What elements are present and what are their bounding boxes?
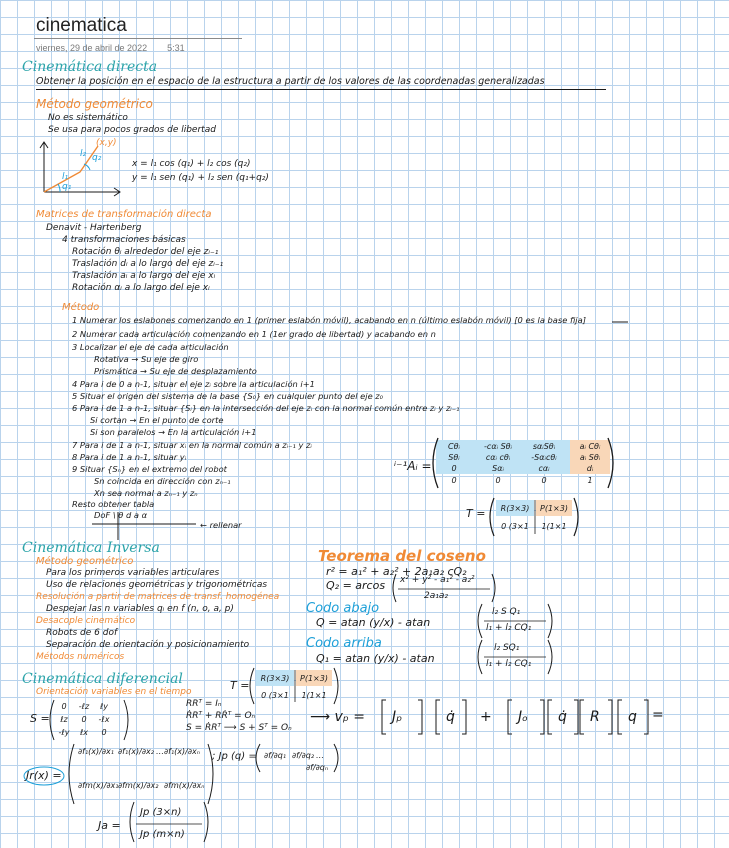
heading-teorema-coseno: Teorema del coseno [318,547,486,565]
prop-1: RRᵀ = Iₙ [186,699,222,709]
metodo-step-rest: Resto obtener tabla [72,499,155,509]
inversa-geo-line-1: Para los primeros variables articulares [46,568,220,578]
vp-term-r: R [590,709,600,725]
matrix-a-cell: 0 [541,476,547,485]
heading-cinematica-inversa: Cinemática Inversa [22,540,160,556]
matrices-item-4: Rotación αᵢ a lo largo del eje xᵢ [72,283,210,293]
s-cell: 0 [61,702,67,711]
jr-cell: ∂f₁(x)/∂x₂ [118,747,154,756]
inversa-res-heading: Resolución a partir de matrices de transf. homogénea [36,592,280,602]
metodo-step-3a: Rotativa → Su eje de giro [94,354,199,364]
heading-metodo: Método [62,302,100,313]
prop-2: ṘRᵀ + RṘᵀ = Oₙ [186,711,256,721]
matrix-a-label: ⁱ⁻¹Aᵢ = [394,459,432,473]
matrix-a-cell: Sαᵢ [492,464,504,473]
s-cell: ℓy [99,702,109,711]
vp-term-jp: Jₚ [392,709,403,725]
matrices-author: Denavit - Hartenberg [46,223,142,233]
diferencial-subheading: Orientación variables en el tiempo [36,687,192,697]
arm-point-label: (x,y) [96,138,117,148]
coseno-eq-1: r² = a₁² + a₂² + 2a₁a₂ cQ₂ [326,565,467,578]
codo-abajo-eq: Q = atan (y/x) - atan [316,616,431,629]
dif-t-cell: 1(1×1 [301,691,327,700]
jr-cell: ∂fm(x)/∂x₁ [78,781,119,790]
codo-arriba-eq: Q₁ = atan (y/x) - atan [316,652,435,665]
dh-table-header: DoF \ θ d a α [94,510,148,520]
matrices-item-2: Traslación dᵢ a lo largo del eje zᵢ₋₁ [72,259,224,269]
dif-t-cell: R(3×3) [260,674,290,683]
geo-line-1: No es sistemático [48,113,128,123]
jr-cell: … [156,747,164,756]
directa-definition: Obtener la posición en el espacio de la estructura a partir de los valores de las coordenadas generalizadas [36,76,545,87]
matrix-a-cell: cαᵢ cθᵢ [485,453,511,462]
matrix-a-cell: aᵢ Cθᵢ [579,442,601,451]
inversa-geo-heading: Método geométrico [36,556,134,567]
s-cell: ℓz [60,715,68,724]
inversa-desc-line-2: Separación de orientación y posicionamiento [46,640,250,650]
ja-row-1: Jp (3×n) [140,807,182,818]
matrix-a-cell: Cθᵢ [448,442,460,451]
heading-codo-abajo: Codo abajo [306,601,380,616]
dif-t-label: T = [230,679,250,692]
metodo-step-5: 5 Situar el origen del sistema de la base {S₀} en cualquier punto del eje z₀ [72,391,383,401]
inversa-desc-line-1: Robots de 6 dof [46,628,118,638]
s-label: S = [30,712,50,725]
jp-cell: ∂f/∂q₂ [292,751,315,760]
dif-t-cell: 0 (3×1 [261,691,289,700]
vp-label: ⟶ vₚ = [310,709,365,725]
vp-term-eq: = [652,707,664,723]
s-cell: 0 [101,728,107,737]
geo-eq-x: x = l₁ cos (q₁) + l₂ cos (q₂) [132,159,251,169]
coseno-eq-2-num: x² + y² - a₁² - a₂² [400,575,475,585]
metodo-step-1: 1 Numerar los eslabones comenzando en 1 (primer eslabón móvil), acabando en n (último eslabón móvil) [0 es la base fija] [72,315,586,325]
s-cell: -ℓy [58,728,70,737]
s-cell: 0 [81,715,87,724]
matrix-t-cell: 0 (3×1 [501,522,529,531]
inversa-geo-line-2: Uso de relaciones geométricas y trigonométricas [46,580,268,590]
matrix-a-cell: dᵢ [586,464,594,473]
jr-cell: ∂fm(x)/∂xₙ [164,781,205,790]
vp-term-plus: + [480,709,492,725]
codo-arriba-den: l₁ + l₂ CQ₁ [486,659,532,669]
jp-cell: … [316,751,324,760]
metodo-step-9a: Sn coincida en dirección con zₙ₋₁ [94,476,231,486]
matrix-a-cell: 0 [451,464,457,473]
metodo-step-9: 9 Situar {Sₙ} en el extremo del robot [72,464,227,474]
heading-metodo-geometrico: Método geométrico [36,97,153,111]
page-date: viernes, 29 de abril de 2022 5:31 [36,43,185,53]
heading-cinematica-diferencial: Cinemática diferencial [22,671,183,687]
inversa-res-line: Despejar las n variables qᵢ en f (n, o, a, p) [46,604,234,614]
matrices-intro: 4 transformaciones básicas [62,235,186,245]
arm-q2-label: q₂ [92,153,102,163]
matrix-a-cell: -Sαᵢcθᵢ [531,453,557,462]
arm-l2-label: l₂ [80,149,87,159]
heading-matrices: Matrices de transformación directa [36,209,212,220]
vp-term-q: q [628,709,637,725]
heading-cinematica-directa: Cinemática directa [22,59,158,75]
geo-eq-y: y = l₁ sen (q₁) + l₂ sen (q₁+q₂) [132,173,269,183]
jr-cell: ∂f₁(x)/∂xₙ [164,747,200,756]
matrix-a-cell: 0 [495,476,501,485]
coseno-eq-2-left: Q₂ = arcos [326,579,386,592]
inversa-desc-heading: Desacople cinemático [36,616,136,626]
matrix-a-cell: cαᵢ [538,464,550,473]
vp-term-jo: Jₒ [518,709,528,725]
prop-3: S = ṘRᵀ ⟶ S + Sᵀ = Oₙ [186,723,292,733]
matrix-t-cell: 1(1×1 [541,522,567,531]
page-title: cinematica [36,15,127,36]
coseno-eq-2-den: 2a₁a₂ [424,591,448,601]
arm-l1-label: l₁ [62,172,69,182]
vp-term-qdot: q̇ [446,709,455,725]
matrix-t-label: T = [466,507,486,520]
jp-label: ; Jp (q) = [212,751,257,762]
vp-term-qdot-2: q̇ [558,709,567,725]
metodo-step-2: 2 Numerar cada articulación comenzando en 1 (1er grado de libertad) y acabando en n [72,329,436,339]
codo-arriba-num: l₂ SQ₁ [494,643,520,653]
metodo-step-3: 3 Localizar el eje de cada articulación [72,342,229,352]
jr-label: Jr(x) = [26,769,62,782]
s-cell: -ℓz [78,702,90,711]
metodo-step-3b: Prismática → Su eje de desplazamiento [94,366,257,376]
codo-abajo-num: l₂ S Q₁ [492,607,521,617]
jr-cell: ∂fm(x)/∂x₂ [118,781,159,790]
codo-abajo-den: l₁ + l₂ CQ₁ [486,623,532,633]
heading-codo-arriba: Codo arriba [306,636,382,651]
s-cell: ℓx [79,728,89,737]
jr-cell: ∂f₁(x)/∂x₁ [78,747,114,756]
matrices-item-3: Traslación aᵢ a lo largo del eje xᵢ [72,271,216,281]
metodo-step-6b: Si son paralelos → En la articulación i+1 [90,427,257,437]
jp-cell: ∂f/∂q₁ [264,751,287,760]
dh-table-note: ← rellenar [200,520,242,530]
ja-label: Ja = [98,819,121,832]
matrix-a-cell: 0 [451,476,457,485]
metodo-step-8: 8 Para i de 1 a n-1, situar yᵢ [72,452,187,462]
metodo-step-6: 6 Para i de 1 a n-1, situar {Sᵢ} en la intersección del eje zᵢ con la normal común entre zᵢ y zᵢ₋₁ [72,403,460,413]
metodo-step-4: 4 Para i de 0 a n-1, situar el eje zᵢ sobre la articulación i+1 [72,379,315,389]
dif-t-cell: P(1×3) [300,674,328,683]
metodo-step-9b: Xn sea normal a zₙ₋₁ y zₙ [94,488,198,498]
matrices-item-1: Rotación θᵢ alrededor del eje zᵢ₋₁ [72,247,219,257]
matrix-a-cell: -cαᵢ Sθᵢ [484,442,512,451]
matrix-a-cell: aᵢ Sθᵢ [579,453,601,462]
jp-cell: ∂f/∂qₙ [306,763,329,772]
geo-line-2: Se usa para pocos grados de libertad [48,125,216,135]
matrix-t-cell: P(1×3) [540,504,568,513]
matrix-a-cell: Sθᵢ [448,453,460,462]
arm-q1-label: q₁ [62,182,72,192]
matrix-a-cell: 1 [587,476,593,485]
matrix-t-cell: R(3×3) [500,504,530,513]
metodo-step-6a: Si cortan → En el punto de corte [90,415,224,425]
ja-row-2: Jp (m×n) [140,829,185,840]
metodo-step-7: 7 Para i de 1 a n-1, situar xᵢ en la normal común a zᵢ₋₁ y zᵢ [72,440,312,450]
s-cell: -ℓx [98,715,110,724]
inversa-num-heading: Métodos numéricos [36,652,125,662]
matrix-a-cell: sαᵢSθᵢ [532,442,556,451]
